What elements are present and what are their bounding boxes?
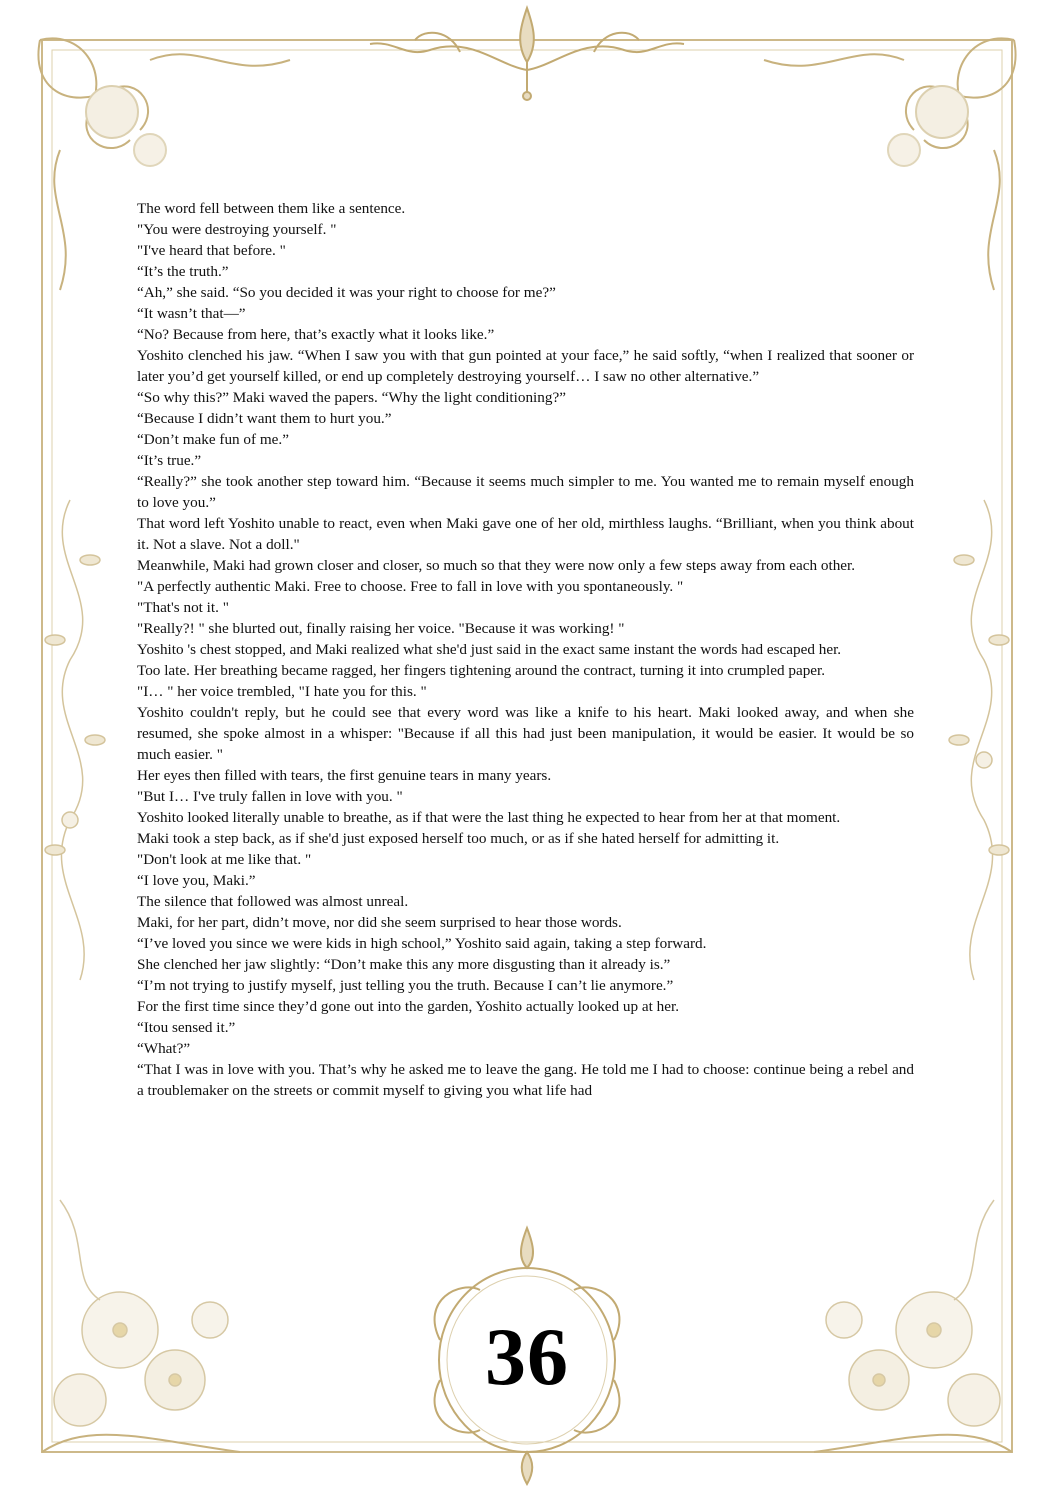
top-fleur-ornament — [370, 8, 684, 100]
paragraph: "A perfectly authentic Maki. Free to choose. Free to fall in love with you spontaneously. " — [137, 578, 684, 595]
paragraph: "That's not it. " — [137, 599, 229, 616]
bottom-left-flower-cluster — [42, 1200, 240, 1452]
paragraph: “Really?” she took another step toward him. “Because it seems much simpler to me. You wanted me to remain myself enough to love you.” — [137, 473, 914, 511]
bottom-right-flower-cluster — [814, 1200, 1012, 1452]
paragraph: “Itou sensed it.” — [137, 1019, 236, 1036]
left-vine-ornament — [45, 500, 105, 980]
paragraph: “It wasn’t that—” — [137, 305, 246, 322]
paragraph: “So why this?” Maki waved the papers. “Why the light conditioning?” — [137, 389, 566, 406]
paragraph: "Really?! " she blurted out, finally raising her voice. "Because it was working! " — [137, 620, 625, 637]
paragraph: "I… " her voice trembled, "I hate you for this. " — [137, 683, 427, 700]
page-number: 36 — [485, 1311, 569, 1402]
paragraph: “Ah,” she said. “So you decided it was your right to choose for me?” — [137, 284, 556, 301]
paragraph: Her eyes then filled with tears, the first genuine tears in many years. — [137, 767, 552, 784]
paragraph: “I’ve loved you since we were kids in high school,” Yoshito said again, taking a step forward. — [137, 935, 707, 952]
paragraph: “It’s the truth.” — [137, 263, 229, 280]
paragraph: “Because I didn’t want them to hurt you.” — [137, 410, 392, 427]
paragraph: For the first time since they’d gone out into the garden, Yoshito actually looked up at her. — [137, 998, 680, 1015]
paragraph: Yoshito 's chest stopped, and Maki realized what she'd just said in the exact same instant the words had escaped her. — [137, 641, 842, 658]
paragraph: "But I… I've truly fallen in love with you. " — [137, 788, 403, 805]
paragraph: “What?” — [137, 1040, 191, 1057]
paragraph: “No? Because from here, that’s exactly what it looks like.” — [137, 326, 495, 343]
paragraph: Yoshito couldn't reply, but he could see that every word was like a knife to his heart. Maki looked away, and when she resumed, she spoke almost in a whisper: "Because if all this had just been manipulation, it would be easier. It would be so much easier. " — [137, 704, 914, 763]
paragraph: "Don't look at me like that. " — [137, 851, 312, 868]
paragraph: “I’m not trying to justify myself, just telling you the truth. Because I can’t lie anymore.” — [137, 977, 674, 994]
paragraph: "I've heard that before. " — [137, 242, 286, 259]
paragraph: “Don’t make fun of me.” — [137, 431, 289, 448]
paragraph: "You were destroying yourself. " — [137, 221, 337, 238]
paragraph: The word fell between them like a sentence. — [137, 200, 406, 217]
paragraph: “That I was in love with you. That’s why he asked me to leave the gang. He told me I had to choose: continue being a rebel and a troublemaker on the streets or commit myself to giving you what life had — [137, 1061, 914, 1099]
paragraph: That word left Yoshito unable to react, even when Maki gave one of her old, mirthless laughs. “Brilliant, when you think about it. Not a slave. Not a doll." — [137, 515, 914, 553]
paragraph: Meanwhile, Maki had grown closer and closer, so much so that they were now only a few steps away from each other. — [137, 557, 856, 574]
paragraph: Yoshito clenched his jaw. “When I saw you with that gun pointed at your face,” he said softly, “when I realized that sooner or later you’d get yourself killed, or end up completely destroying yourself… I saw no other alternative.” — [137, 347, 914, 385]
paragraph: Maki took a step back, as if she'd just exposed herself too much, or as if she hated herself for admitting it. — [137, 830, 780, 847]
right-vine-ornament — [949, 500, 1009, 980]
paragraph: “It’s true.” — [137, 452, 202, 469]
story-text — [137, 198, 914, 1101]
paragraph: Too late. Her breathing became ragged, her fingers tightening around the contract, turning it into crumpled paper. — [137, 662, 826, 679]
paragraph: She clenched her jaw slightly: “Don’t make this any more disgusting than it already is.” — [137, 956, 671, 973]
paragraph: Yoshito looked literally unable to breathe, as if that were the last thing he expected to hear from her at that moment. — [137, 809, 841, 826]
paragraph: “I love you, Maki.” — [137, 872, 256, 889]
paragraph: Maki, for her part, didn’t move, nor did she seem surprised to hear those words. — [137, 914, 622, 931]
paragraph: The silence that followed was almost unreal. — [137, 893, 409, 910]
